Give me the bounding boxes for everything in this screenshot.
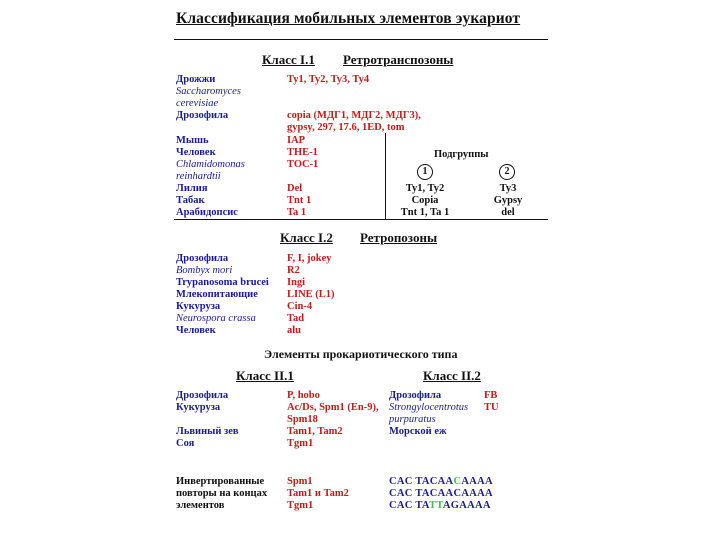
element: copia (МДГ1, МДГ2, МДГ3), [287, 110, 421, 121]
element: Tad [287, 313, 305, 324]
sequence [389, 476, 493, 488]
element: FB [484, 390, 498, 401]
sequence [389, 488, 493, 500]
subgroup-1-item: Ty1, Ty2 [405, 183, 445, 194]
element: Ty1, Ty2, Ty3, Ty4 [287, 74, 370, 85]
page-title: Классификация мобильных элементов эукариот [176, 10, 521, 27]
sequence-highlight: C [453, 476, 462, 487]
element: Tgm1 [287, 500, 314, 511]
class-i1-name: Ретротранспозоны [343, 52, 454, 67]
element: Ac/Ds, Spm1 (En-9), [287, 402, 379, 413]
organism: Strongylocentrotus [389, 402, 469, 413]
organism: Bombyx mori [176, 265, 233, 276]
element: LINE (L1) [287, 289, 335, 300]
class-i1-label: Класс I.1 [262, 52, 315, 67]
organism: Saccharomyces [176, 86, 241, 97]
organism: Дрозофила [176, 110, 229, 121]
element: alu [287, 325, 302, 336]
repeats-label: элементов [176, 500, 225, 511]
class-i2-label: Класс I.2 [280, 230, 333, 245]
element: F, I, jokey [287, 253, 332, 264]
organism: Кукуруза [176, 402, 221, 413]
subgroup-1-item: Tnt 1, Ta 1 [400, 207, 450, 218]
element: Tnt 1 [287, 195, 312, 206]
organism: Chlamidomonas [176, 159, 245, 170]
element: Ta 1 [287, 207, 307, 218]
repeats-label: Инвертированные [176, 476, 265, 487]
element: Del [287, 183, 303, 194]
sequence [389, 500, 491, 512]
title-divider [174, 39, 548, 40]
organism: Арабидопсис [176, 207, 238, 218]
organism: Мышь [176, 135, 209, 146]
element: Tam1, Tam2 [287, 426, 343, 437]
organism: Львиный зев [176, 426, 239, 437]
class-ii2-label: Класс II.2 [423, 368, 481, 383]
sequence-highlight: TT [429, 500, 443, 511]
sequence-part: AAAA [461, 476, 493, 487]
prokaryotic-heading: Элементы прокариотического типа [264, 347, 458, 361]
organism: Морской еж [389, 426, 447, 437]
organism: Дрозофила [389, 390, 442, 401]
organism: Соя [176, 438, 195, 449]
class-ii1-label: Класс II.1 [236, 368, 294, 383]
organism: Дрозофила [176, 253, 229, 264]
element: Tgm1 [287, 438, 314, 449]
organism: Trypanosoma brucei [176, 277, 269, 288]
sequence-part: AGAAAA [442, 500, 491, 511]
element: TOC-1 [287, 159, 319, 170]
sequence-part: CAC TA [389, 500, 430, 511]
element: gypsy, 297, 17.6, 1ED, tom [287, 122, 405, 133]
organism: cerevisiae [176, 98, 219, 109]
organism: Млекопитающие [176, 289, 258, 300]
subgroup-2-item: del [501, 207, 515, 218]
organism: reinhardtii [176, 171, 221, 182]
repeats-label: повторы на концах [176, 488, 268, 499]
class-i2-name: Ретропозоны [360, 230, 438, 245]
subgroups-label: Подгруппы [434, 149, 489, 160]
organism: Человек [176, 147, 216, 158]
element: IAP [287, 135, 306, 146]
organism: Человек [176, 325, 216, 336]
element: Cin-4 [287, 301, 313, 312]
subgroups-divider-vertical [385, 133, 386, 219]
organism: Кукуруза [176, 301, 221, 312]
element: Spm1 [287, 476, 313, 487]
organism: purpuratus [389, 414, 436, 425]
organism: Neurospora crassa [176, 313, 256, 324]
subgroup-1-item: Copia [411, 195, 439, 206]
element: R2 [287, 265, 300, 276]
organism: Табак [176, 195, 205, 206]
organism: Дрожжи [176, 74, 216, 85]
subgroup-1-badge: 1 [417, 164, 433, 180]
subgroup-2-item: Ty3 [499, 183, 517, 194]
element: TU [484, 402, 499, 413]
element: THE-1 [287, 147, 318, 158]
class-i1-bottom-rule [174, 219, 548, 220]
subgroup-2-item: Gypsy [493, 195, 523, 206]
sequence-part: CAC TACAACAAAA [389, 488, 493, 499]
element: Spm18 [287, 414, 318, 425]
organism: Дрозофила [176, 390, 229, 401]
element: Ingi [287, 277, 306, 288]
sequence-part: CAC TACAA [389, 476, 454, 487]
organism: Лилия [176, 183, 208, 194]
element: P, hobo [287, 390, 320, 401]
subgroup-2-badge: 2 [499, 164, 515, 180]
element: Tam1 и Tam2 [287, 488, 349, 499]
